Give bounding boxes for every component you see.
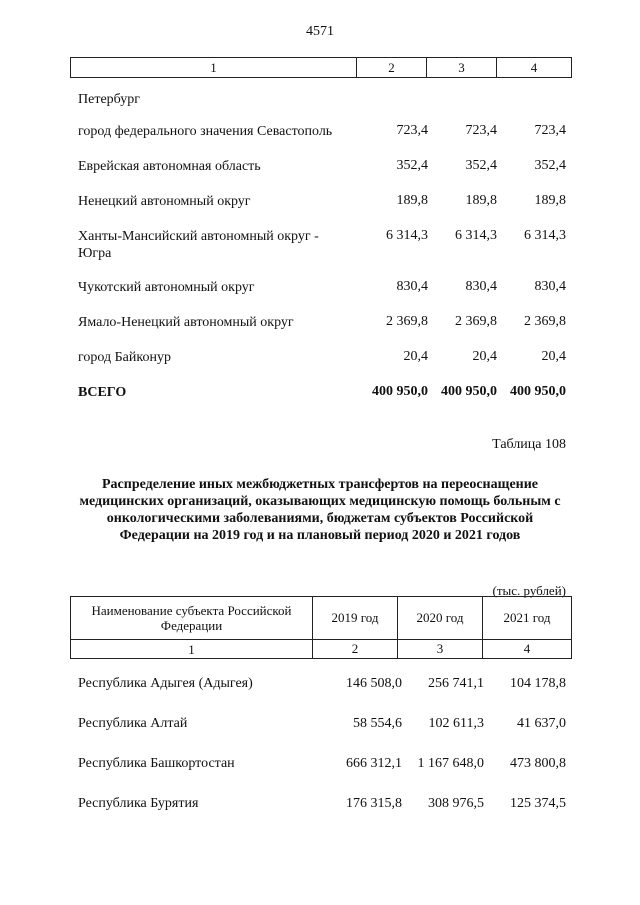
- value-col3: 830,4: [465, 279, 497, 294]
- region-name: Республика Бурятия: [78, 796, 199, 811]
- header-year-2021: 2021 год: [503, 610, 551, 625]
- value-col3: 20,4: [472, 349, 497, 364]
- region-name: Республика Алтай: [78, 716, 188, 731]
- region-name: Чукотский автономный округ: [78, 280, 255, 295]
- region-name: Ханты-Мансийский автономный округ - Югра: [78, 229, 319, 261]
- header-region-name: Наименование субъекта Российской Федерации: [71, 597, 313, 639]
- value-2021: 473 800,8: [510, 756, 566, 771]
- region-name: город Байконур: [78, 350, 171, 365]
- value-2021: 125 374,5: [510, 796, 566, 811]
- value-2021: 41 637,0: [517, 716, 566, 731]
- value-col3: 189,8: [465, 193, 497, 208]
- total-col2: 400 950,0: [372, 384, 428, 399]
- region-name: Ямало-Ненецкий автономный округ: [78, 315, 294, 330]
- column-number-4: 4: [523, 641, 531, 656]
- column-number-1: 1: [71, 640, 313, 658]
- value-col2: 20,4: [403, 349, 428, 364]
- region-name: Петербург: [78, 92, 140, 107]
- value-2019: 146 508,0: [346, 676, 402, 691]
- value-col4: 20,4: [541, 349, 566, 364]
- region-name: Республика Башкортостан: [78, 756, 235, 771]
- value-col3: 723,4: [465, 123, 497, 138]
- column-number-3: 3: [427, 58, 497, 77]
- value-col2: 830,4: [396, 279, 428, 294]
- value-2019: 666 312,1: [346, 756, 402, 771]
- value-2020: 102 611,3: [428, 716, 484, 731]
- value-col4: 189,8: [534, 193, 566, 208]
- region-name: Республика Адыгея (Адыгея): [78, 676, 253, 691]
- region-name: город федерального значения Севастополь: [78, 124, 333, 139]
- column-number-4: 4: [530, 59, 538, 75]
- total-label: ВСЕГО: [78, 385, 127, 400]
- value-2021: 104 178,8: [510, 676, 566, 691]
- column-number-2: 2: [357, 58, 427, 77]
- value-col3: 6 314,3: [455, 228, 497, 243]
- value-col2: 2 369,8: [386, 314, 428, 329]
- value-2020: 1 167 648,0: [417, 756, 484, 771]
- continuation-table-header: [70, 57, 572, 78]
- column-number-2: 2: [313, 640, 398, 658]
- value-col2: 723,4: [396, 123, 428, 138]
- header-year-2020: 2020 год: [398, 597, 483, 639]
- region-name: Ненецкий автономный округ: [78, 194, 251, 209]
- column-number-1: 1: [71, 58, 357, 77]
- value-2019: 58 554,6: [353, 716, 402, 731]
- total-col4: 400 950,0: [510, 384, 566, 399]
- value-col4: 723,4: [534, 123, 566, 138]
- value-col4: 830,4: [534, 279, 566, 294]
- main-table-header: [70, 596, 572, 659]
- units-label: (тыс. рублей): [492, 583, 566, 598]
- value-2020: 308 976,5: [428, 796, 484, 811]
- column-number-3: 3: [398, 640, 483, 658]
- value-col4: 6 314,3: [524, 228, 566, 243]
- total-col3: 400 950,0: [441, 384, 497, 399]
- value-col3: 2 369,8: [455, 314, 497, 329]
- page-number: 4571: [306, 24, 334, 39]
- region-name: Еврейская автономная область: [78, 159, 261, 174]
- value-2019: 176 315,8: [346, 796, 402, 811]
- value-2020: 256 741,1: [428, 676, 484, 691]
- value-col4: 2 369,8: [524, 314, 566, 329]
- header-year-2019: 2019 год: [313, 597, 398, 639]
- table-number-label: Таблица 108: [492, 437, 566, 452]
- table-title: Распределение иных межбюджетных трансфертов на переоснащение медицинских организаций, оказывающих медицинскую помощь больным с онкологическими заболеваниями, бюджетам субъектов Российской Федерации на 2019 год и на плановый период 2020 и 2021 годов: [79, 477, 561, 543]
- value-col3: 352,4: [465, 158, 497, 173]
- value-col4: 352,4: [534, 158, 566, 173]
- value-col2: 6 314,3: [386, 228, 428, 243]
- value-col2: 189,8: [396, 193, 428, 208]
- value-col2: 352,4: [396, 158, 428, 173]
